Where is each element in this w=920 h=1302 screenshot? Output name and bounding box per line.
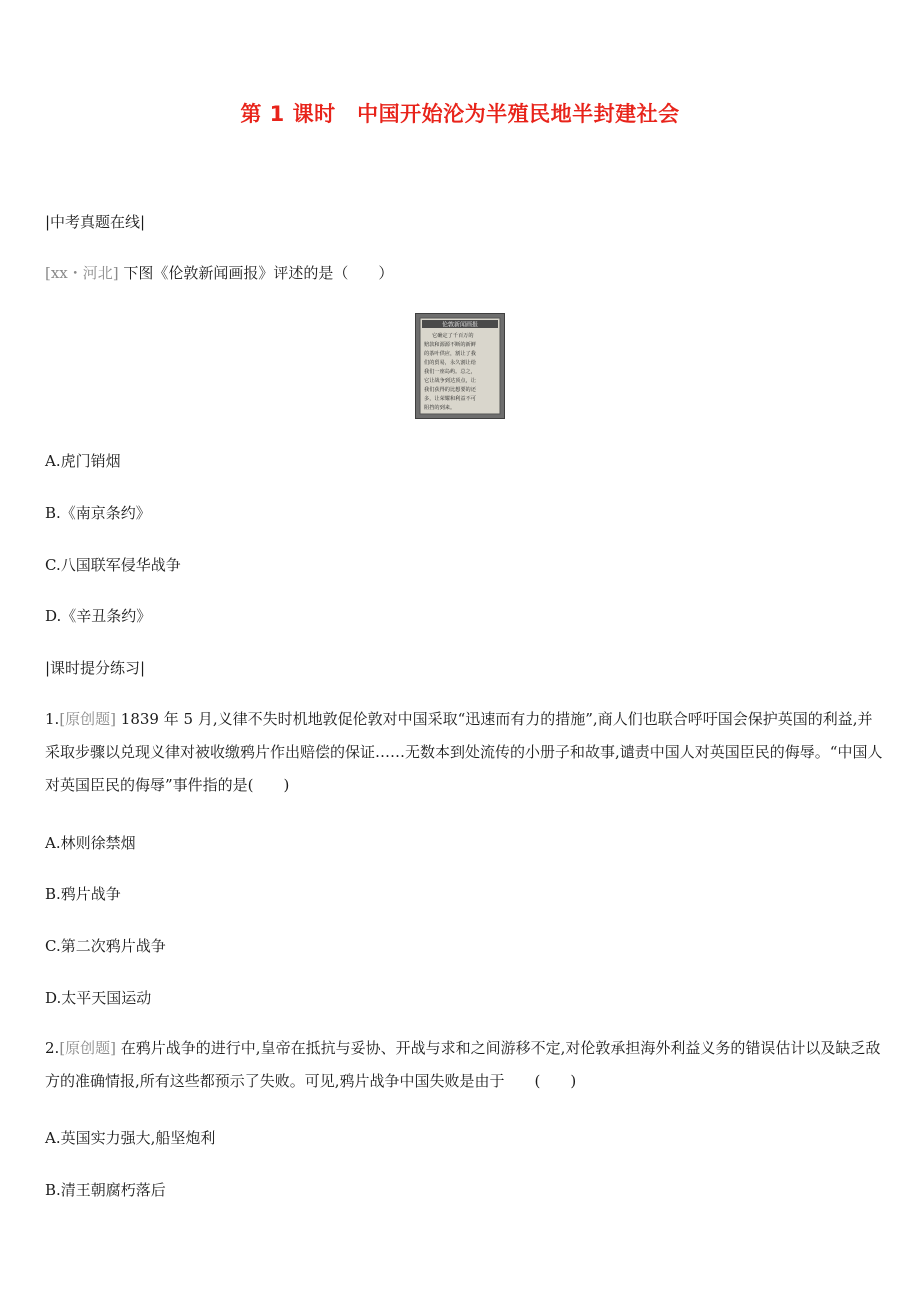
option-c: C.八国联军侵华战争 bbox=[45, 556, 181, 574]
question-text: 在鸦片战争的进行中,皇帝在抵抗与妥协、开战与求和之间游移不定,对伦敦承担海外利益义务的错误估计以及缺乏敌方的准确情报,所有这些都预示了失败。可见,鸦片战争中国失败是由于 ( ) bbox=[45, 1039, 881, 1090]
question-text: 下图《伦敦新闻画报》评述的是（ ） bbox=[118, 264, 394, 282]
section-heading-exam: |中考真题在线| bbox=[45, 213, 146, 231]
figure-line: 我们一座岛屿。总之， bbox=[424, 369, 476, 375]
q2-option-b: B.清王朝腐朽落后 bbox=[45, 1181, 166, 1199]
section-heading-practice: |课时提分练习| bbox=[45, 659, 146, 677]
figure-line: 的茶叶供应，割让了我 bbox=[424, 351, 476, 357]
option-d: D.《辛丑条约》 bbox=[45, 607, 152, 625]
q1-option-a: A.林则徐禁烟 bbox=[45, 834, 136, 852]
question-1 bbox=[45, 703, 885, 802]
question-source-tag: [xx・河北] bbox=[45, 264, 119, 282]
figure-line: 它确定了千百万的 bbox=[432, 333, 474, 339]
option-b: B.《南京条约》 bbox=[45, 504, 151, 522]
newspaper-image bbox=[415, 313, 505, 419]
question-2 bbox=[45, 1032, 885, 1098]
figure-line: 它让战争到达顶点，让 bbox=[424, 378, 476, 384]
question-number: 2. bbox=[45, 1039, 60, 1057]
page-title: 第 1 课时 中国开始沦为半殖民地半封建社会 bbox=[240, 102, 680, 126]
figure-line: 多，让荣耀和利益不可 bbox=[424, 396, 476, 402]
question-stem bbox=[45, 263, 393, 283]
q1-option-d: D.太平天国运动 bbox=[45, 989, 152, 1007]
question-source-tag: [原创题] bbox=[59, 1039, 117, 1057]
option-a: A.虎门销烟 bbox=[45, 452, 121, 470]
question-source-tag: [原创题] bbox=[59, 710, 117, 728]
figure-caption: 伦敦新闻画报 bbox=[441, 321, 479, 329]
figure-line: 们的贸易，永久割让给 bbox=[424, 360, 476, 366]
figure-line: 我们获得的比想要的还 bbox=[424, 387, 476, 393]
question-text: 1839 年 5 月,义律不失时机地敦促伦敦对中国采取“迅速而有力的措施”,商人们也联合呼吁国会保护英国的利益,并采取步骤以兑现义律对被收缴鸦片作出赔偿的保证……无数本到处流传的小册子和故事,谴责中国人对英国臣民的侮辱。“中国人对英国臣民的侮辱”事件指的是( ) bbox=[45, 710, 883, 794]
q2-option-a: A.英国实力强大,船坚炮利 bbox=[45, 1129, 216, 1147]
q1-option-c: C.第二次鸦片战争 bbox=[45, 937, 166, 955]
figure-line: 阻挡的到来。 bbox=[424, 405, 456, 411]
figure-line: 赔款和源源不断的新鲜 bbox=[424, 342, 476, 348]
question-number: 1. bbox=[45, 710, 60, 728]
q1-option-b: B.鸦片战争 bbox=[45, 885, 121, 903]
